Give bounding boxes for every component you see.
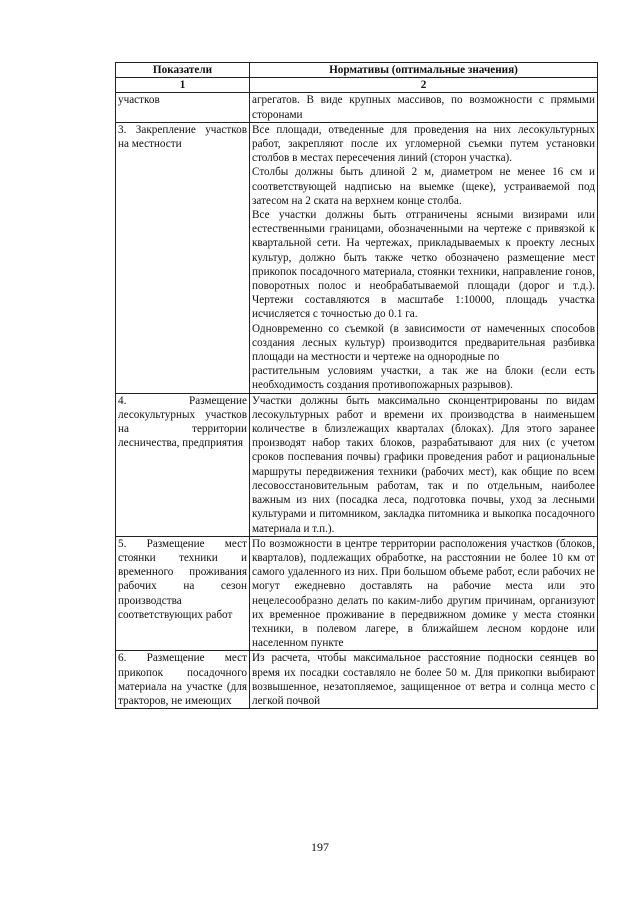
table-row xyxy=(116,536,598,651)
table-row xyxy=(116,93,598,122)
norm-paragraph: Все площади, отведенные для проведения на них лесокультурных работ, закрепляют после их угломерной съемки путем установки столбов в местах пересечения линий (сторон участка). xyxy=(252,123,595,165)
norm-paragraph: Одновременно со съемкой (в зависимости от намеченных способов создания лесных культур) производится предварительная разбивка площади на местности и чертеже на однородные по xyxy=(252,322,595,364)
column-number-row xyxy=(116,78,598,93)
norms-table xyxy=(115,62,598,709)
norm-cell xyxy=(250,651,598,709)
norm-paragraph: растительным условиям участки, а так же на блоки (если есть необходимость создания противопожарных разрывов). xyxy=(252,365,595,392)
table-row xyxy=(116,651,598,709)
norm-paragraph: Все участки должны быть отграничены ясными визирами или естественными границами, обозначенными на чертеже с привязкой к квартальной сети. На чертежах, прикладываемых к проекту лесных культур, должно быть также четко обозначено размещение мест прикопок посадочного материала, стоянки техники, направление гонов, поворотных полос и необрабатываемой площади (дорог и т.д.). Чертежи составляются в масштабе 1:10000, площадь участка исчисляется с точностью до 0.1 га. xyxy=(252,209,595,321)
table-row xyxy=(116,122,598,393)
norm-paragraph: По возможности в центре территории расположения участков (блоков, кварталов), подлежащих обработке, на расстоянии не более 10 км от самого удаленного из них. При большом объеме работ, если рабочих не могут ежедневно доставлять на рабочие места или это нецелесообразно делать по каким-либо другим причинам, организуют их временное проживание в передвижном домике у места стоянки техники, в полевом лагере, в ближайшем лесном кордоне или населенном пункте xyxy=(252,537,595,650)
column-header-indicators: Показатели xyxy=(116,63,250,78)
table-row xyxy=(116,393,598,536)
page-number: 197 xyxy=(311,840,329,854)
column-header-norms: Нормативы (оптимальные значения) xyxy=(250,63,598,78)
indicator-cell: участков xyxy=(116,93,250,122)
norm-cell xyxy=(250,122,598,393)
norm-paragraph: Участки должны быть максимально сконцентрированы по видам лесокультурных работ и времени их производства в наименьшем количестве в близлежащих кварталах (блоках). Для этого заранее производят набор таких блоков, разрабатывают для них (с учетом сроков поспевания почвы) графики проведения работ и рациональные маршруты передвижения техники (рабочих мест), как общие по всем лесовосстановительным работам, так и по отдельным, наиболее важным из них (посадка леса, подготовка почвы, уход за лесными культурами и питомником, закладка питомника и выкопка посадочного материала и т.п.). xyxy=(252,394,595,535)
norm-paragraph: Из расчета, чтобы максимальное расстояние подноски сеянцев во время их посадки составляло не более 50 м. Для прикопки выбирают возвышенное, незатопляемое, защищенное от ветра и солнца место с легкой почвой xyxy=(252,652,595,707)
indicator-cell: 3. Закрепление участков на местности xyxy=(116,122,250,393)
norm-cell xyxy=(250,93,598,122)
column-number-2: 2 xyxy=(250,78,598,93)
column-number-1: 1 xyxy=(116,78,250,93)
norm-cell xyxy=(250,393,598,536)
norm-paragraph: Столбы должны быть длиной 2 м, диаметром не менее 16 см и соответствующей надписью на выемке (щеке), устраиваемой под затесом на 2 ската на верхнем конце столба. xyxy=(252,166,595,207)
indicator-cell: 4. Размещение лесокультурных участков на территории лесничества, предприятия xyxy=(116,393,250,536)
norm-paragraph: агрегатов. В виде крупных массивов, по возможности с прямыми сторонами xyxy=(252,94,595,121)
indicator-cell: 5. Размещение мест стоянки техники и временного проживания рабочих на сезон производства соответствующих работ xyxy=(116,536,250,651)
norm-cell xyxy=(250,536,598,651)
indicator-cell: 6. Размещение мест прикопок посадочного материала на участке (для тракторов, не имеющих xyxy=(116,651,250,709)
table-header-row xyxy=(116,63,598,78)
